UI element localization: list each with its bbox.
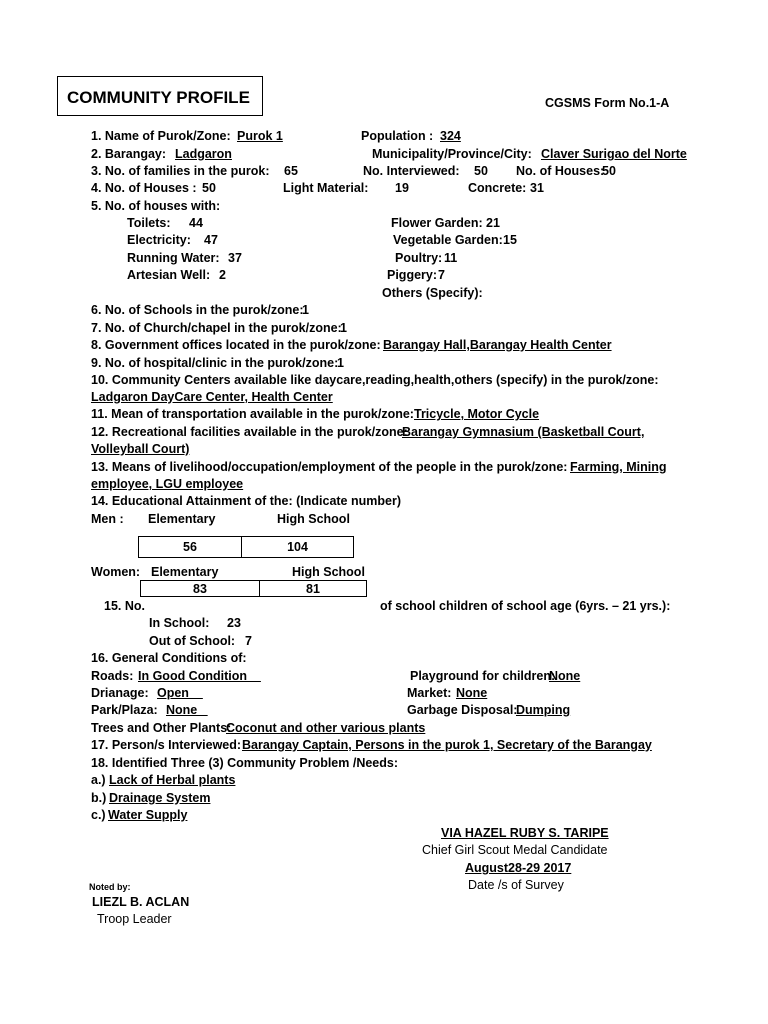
population-label: Population : [361,129,434,143]
q9-value: 1 [337,356,344,370]
q12-value-2: Volleyball Court) [91,442,190,456]
roads-label: Roads: [91,669,134,683]
concrete-value: 31 [530,181,544,195]
poultry-label: Poultry: [395,251,443,265]
vegetable-garden-label: Vegetable Garden: [393,233,503,247]
in-school-value: 23 [227,616,241,630]
flower-garden-value: 21 [486,216,500,230]
houses-count-value: 50 [602,164,616,178]
women-highschool-value: 81 [260,581,367,597]
form-title-box [57,76,263,116]
q6-value: 1 [302,303,309,317]
q5-label: 5. No. of houses with: [91,199,221,213]
candidate-role: Chief Girl Scout Medal Candidate [422,843,608,857]
toilets-value: 44 [189,216,203,230]
park-label: Park/Plaza: [91,703,158,717]
men-elementary-label: Elementary [148,512,216,526]
q16-label: 16. General Conditions of: [91,651,247,665]
municipality-label: Municipality/Province/City: [372,147,532,161]
artesian-well-value: 2 [219,268,226,282]
running-water-value: 37 [228,251,242,265]
market-value: None [456,686,488,700]
interviewed-label: No. Interviewed: [363,164,460,178]
houses-count-label: No. of Houses: [516,164,605,178]
women-elementary-label: Elementary [151,565,219,579]
concrete-label: Concrete: [468,181,527,195]
noted-by-label: Noted by: [89,882,131,892]
electricity-value: 47 [204,233,218,247]
q8-value: Barangay Hall,Barangay Health Center [383,338,612,352]
roads-value: In Good Condition [138,669,261,683]
women-elementary-value: 83 [141,581,260,597]
artesian-well-label: Artesian Well: [127,268,211,282]
q14-label: 14. Educational Attainment of the: (Indicate number) [91,494,401,508]
q7-value: 1 [340,321,347,335]
q1-value: Purok 1 [237,129,283,143]
q2-label: 2. Barangay: [91,147,167,161]
women-label: Women: [91,565,141,579]
q13-label: 13. Means of livelihood/occupation/employment of the people in the purok/zone: [91,460,568,474]
problem-b-marker: b.) [91,791,107,805]
interviewed-value: 50 [474,164,488,178]
out-of-school-label: Out of School: [149,634,236,648]
q11-value: Tricycle, Motor Cycle [414,407,540,421]
trees-value: Coconut and other various plants [226,721,426,735]
q7-label: 7. No. of Church/chapel in the purok/zone: [91,321,342,335]
troop-leader-role: Troop Leader [97,912,172,926]
problem-a-marker: a.) [91,773,106,787]
women-highschool-label: High School [292,565,365,579]
q4-value: 50 [202,181,216,195]
q12-label: 12. Recreational facilities available in the purok/zone: [91,425,408,439]
q15-label: 15. No. [104,599,145,613]
municipality-value: Claver Surigao del Norte [541,147,687,161]
flower-garden-label: Flower Garden: [391,216,483,230]
form-number: CGSMS Form No.1-A [545,96,670,110]
men-label: Men : [91,512,124,526]
q8-label: 8. Government offices located in the purok/zone: [91,338,381,352]
q10-label: 10. Community Centers available like daycare,reading,health,others (specify) in the purok/zone: [91,373,659,387]
survey-date-label: Date /s of Survey [468,878,564,892]
q3-label: 3. No. of families in the purok: [91,164,270,178]
form-title: COMMUNITY PROFILE [67,88,250,107]
q6-label: 6. No. of Schools in the purok/zone: [91,303,304,317]
in-school-label: In School: [149,616,210,630]
q11-label: 11. Mean of transportation available in the purok/zone: [91,407,414,421]
survey-date: August28-29 2017 [465,861,572,875]
men-elementary-value: 56 [139,537,242,558]
problem-b-value: Drainage System [109,791,211,805]
q17-label: 17. Person/s Interviewed: [91,738,242,752]
light-material-label: Light Material: [283,181,369,195]
q9-label: 9. No. of hospital/clinic in the purok/zone: [91,356,339,370]
q13-value-2: employee, LGU employee [91,477,244,491]
piggery-label: Piggery: [387,268,438,282]
q2-value: Ladgaron [175,147,232,161]
vegetable-garden-value: 15 [503,233,517,247]
q17-value: Barangay Captain, Persons in the purok 1, Secretary of the Barangay [242,738,652,752]
men-highschool-value: 104 [242,537,354,558]
drainage-label: Drianage: [91,686,149,700]
market-label: Market: [407,686,452,700]
problem-c-marker: c.) [91,808,106,822]
park-value: None [166,703,208,717]
q18-label: 18. Identified Three (3) Community Problem /Needs: [91,756,399,770]
drainage-value: Open [157,686,203,700]
men-education-table [138,536,354,558]
population-value: 324 [440,129,461,143]
candidate-name: VIA HAZEL RUBY S. TARIPE [441,826,609,840]
q15-label-2: of school children of school age (6yrs. – 21 yrs.): [380,599,671,613]
women-education-table [140,580,367,597]
q13-value-1: Farming, Mining [570,460,667,474]
poultry-value: 11 [444,251,458,265]
light-material-value: 19 [395,181,409,195]
garbage-value: Dumping [516,703,571,717]
garbage-label: Garbage Disposal: [407,703,518,717]
trees-label: Trees and Other Plants: [91,721,232,735]
problem-a-value: Lack of Herbal plants [109,773,236,787]
q1-label: 1. Name of Purok/Zone: [91,129,231,143]
others-label: Others (Specify): [382,286,483,300]
toilets-label: Toilets: [127,216,171,230]
problem-c-value: Water Supply [108,808,188,822]
q10-value: Ladgaron DayCare Center, Health Center [91,390,333,404]
piggery-value: 7 [438,268,445,282]
electricity-label: Electricity: [127,233,191,247]
playground-value: None [549,669,581,683]
q3-value: 65 [284,164,298,178]
troop-leader-name: LIEZL B. ACLAN [92,895,190,909]
q4-label: 4. No. of Houses : [91,181,197,195]
running-water-label: Running Water: [127,251,220,265]
q12-value-1: Barangay Gymnasium (Basketball Court, [402,425,645,439]
men-highschool-label: High School [277,512,350,526]
playground-label: Playground for children: [410,669,556,683]
out-of-school-value: 7 [245,634,252,648]
